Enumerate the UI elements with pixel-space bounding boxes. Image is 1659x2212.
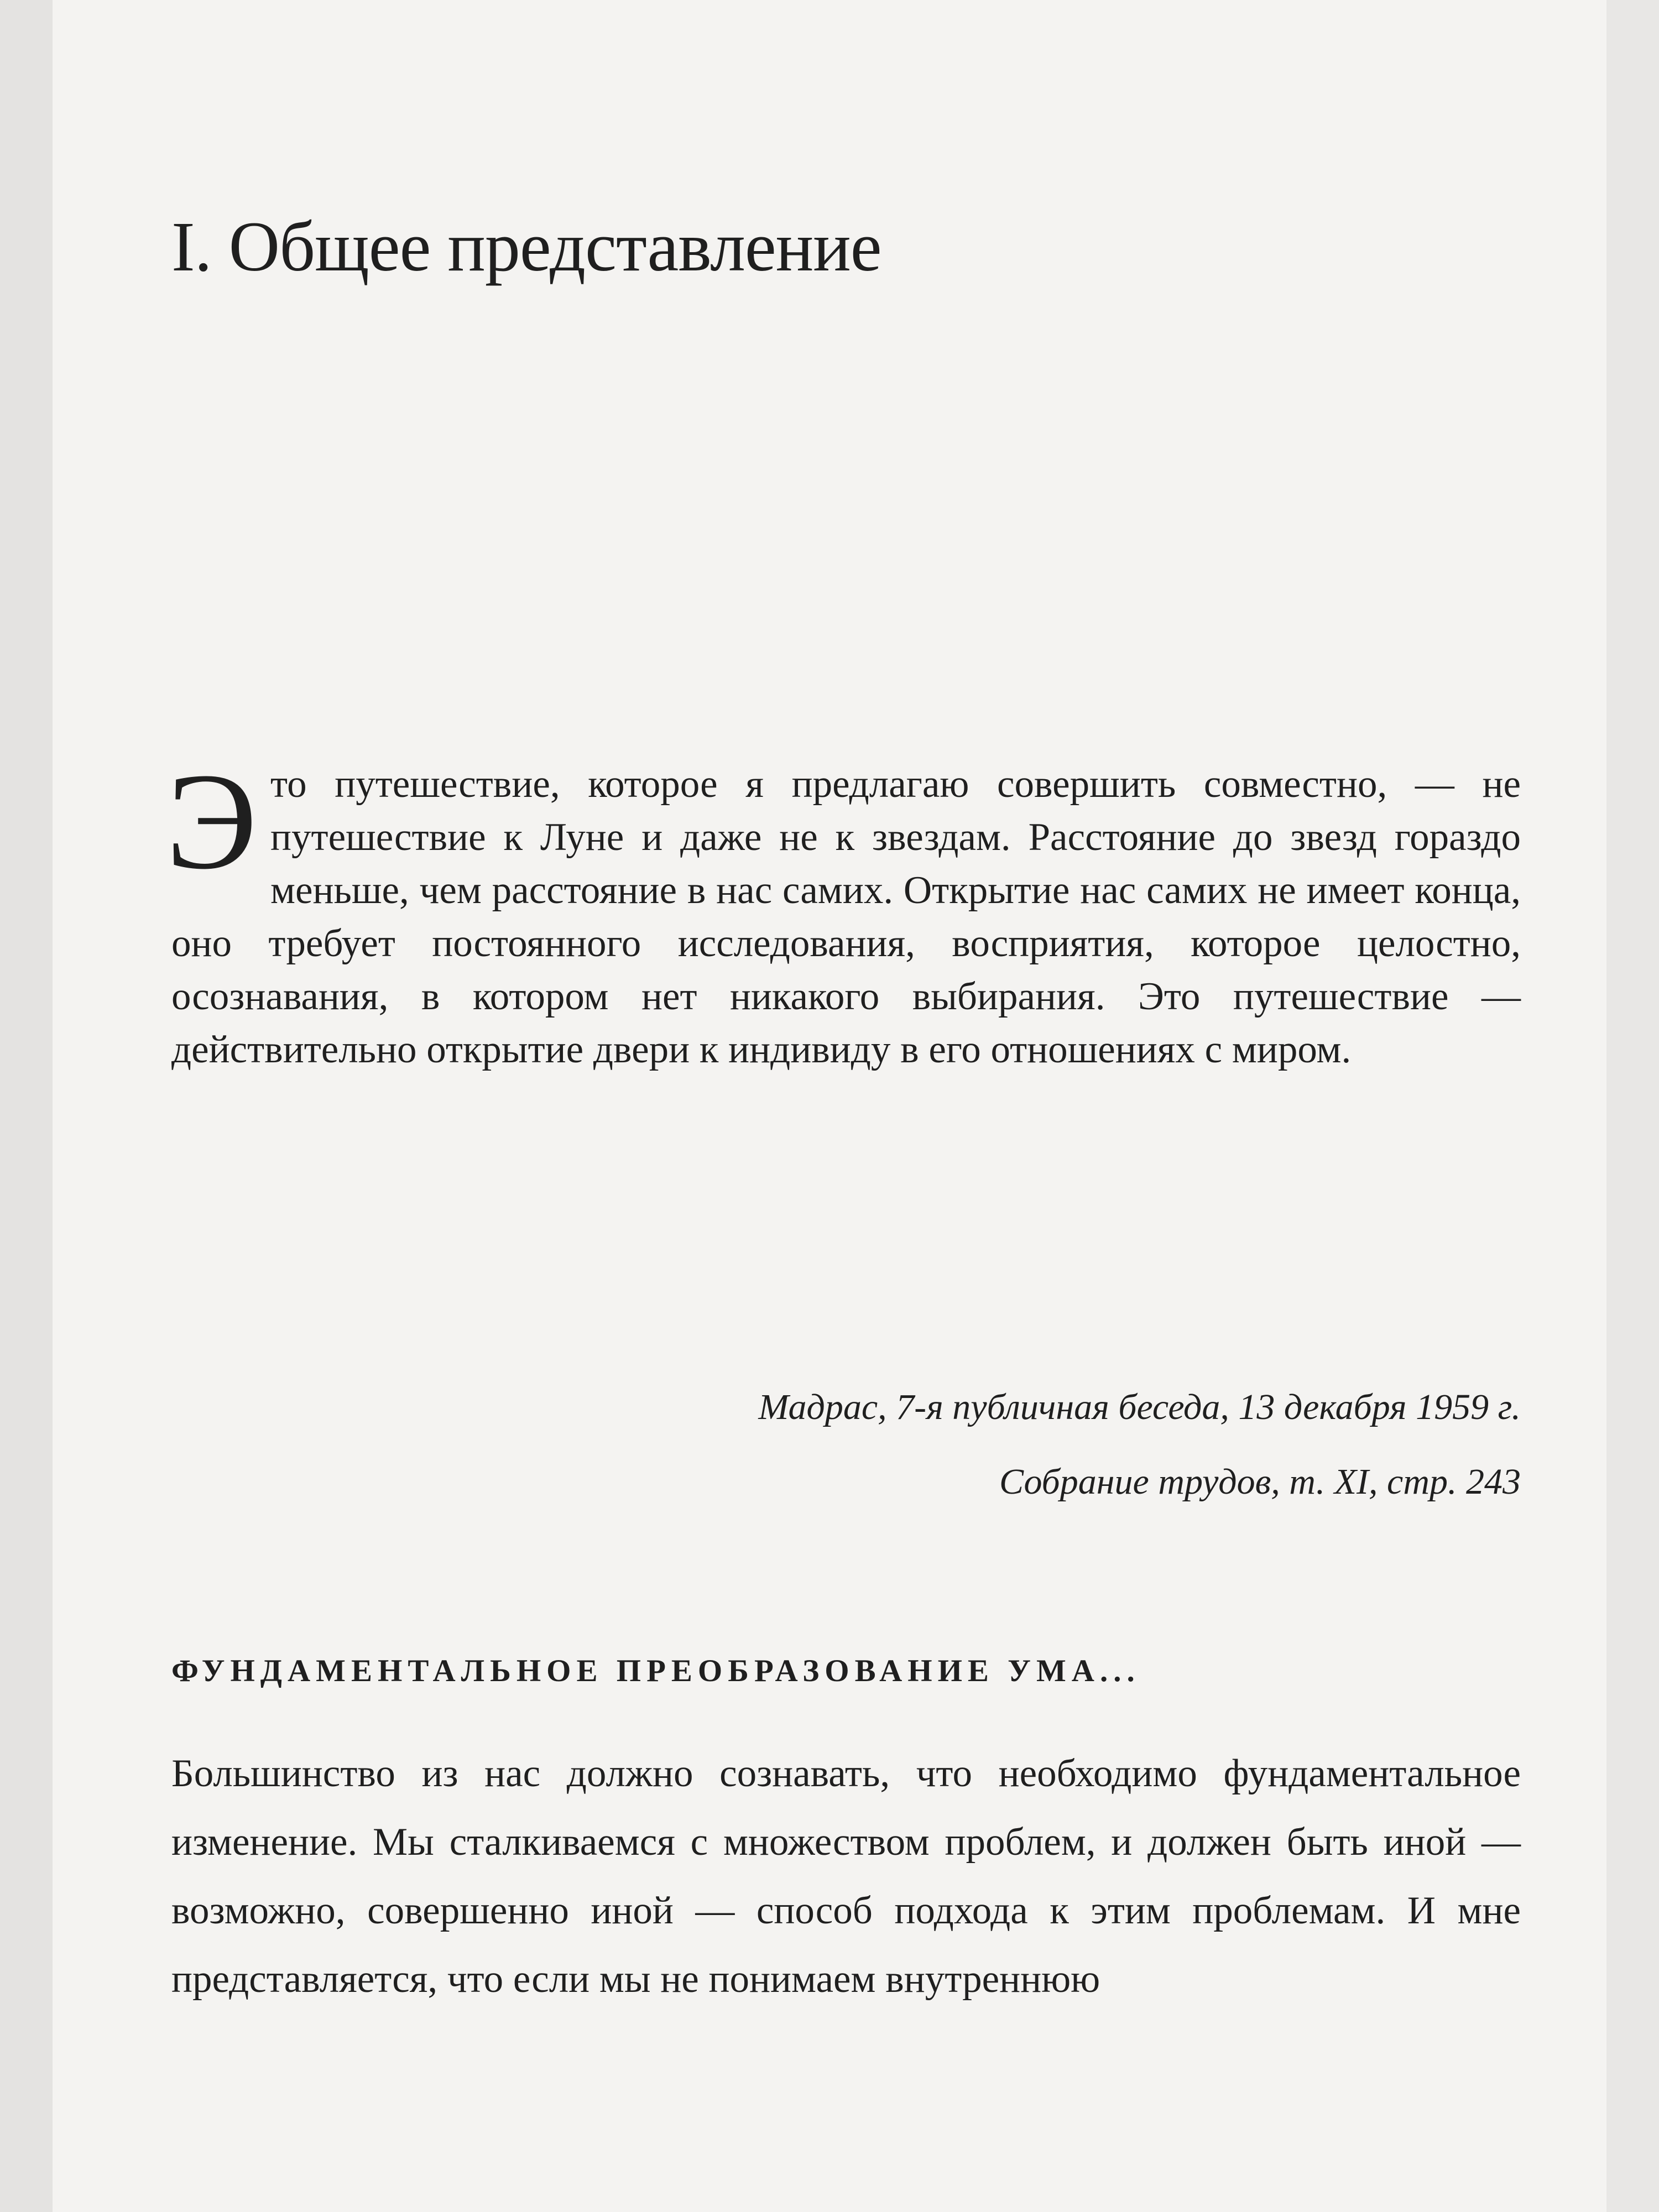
epigraph-quote <box>166 745 1521 1076</box>
page-right-margin <box>1606 0 1659 2212</box>
body-paragraph: Большинство из нас должно сознавать, что необходимо фундаментальное изменение. Мы сталкиваемся с множеством проблем, и должен быть иной — возможно, совершенно иной — способ подхода к этим проблемам. И мне представляется, что если мы не понимаем внутреннюю <box>171 1752 1521 2001</box>
chapter-title: I. Общее представление <box>171 207 881 286</box>
epigraph-text: то путешествие, которое я предлагаю совершить совместно, — не путешествие к Луне и даже не к звездам. Расстояние до звезд гораздо меньше, чем расстояние в нас самих. Открытие нас самих не имеет конца, оно требует постоянного исследования, восприятия, которое целостно, осознавания, в котором нет никакого выбирания. Это путешествие — действительно открытие двери к индивиду в его отношениях с миром. <box>171 763 1521 1071</box>
page-left-margin <box>0 0 53 2212</box>
epigraph-source-talk: Мадрас, 7-я публичная беседа, 13 декабря 1959 г. <box>758 1387 1521 1427</box>
section-heading: ФУНДАМЕНТАЛЬНОЕ ПРЕОБРАЗОВАНИЕ УМА... <box>171 1653 1140 1689</box>
drop-cap: Э <box>166 745 258 898</box>
epigraph-source-collected-works: Собрание трудов, т. XI, стр. 243 <box>999 1462 1521 1502</box>
